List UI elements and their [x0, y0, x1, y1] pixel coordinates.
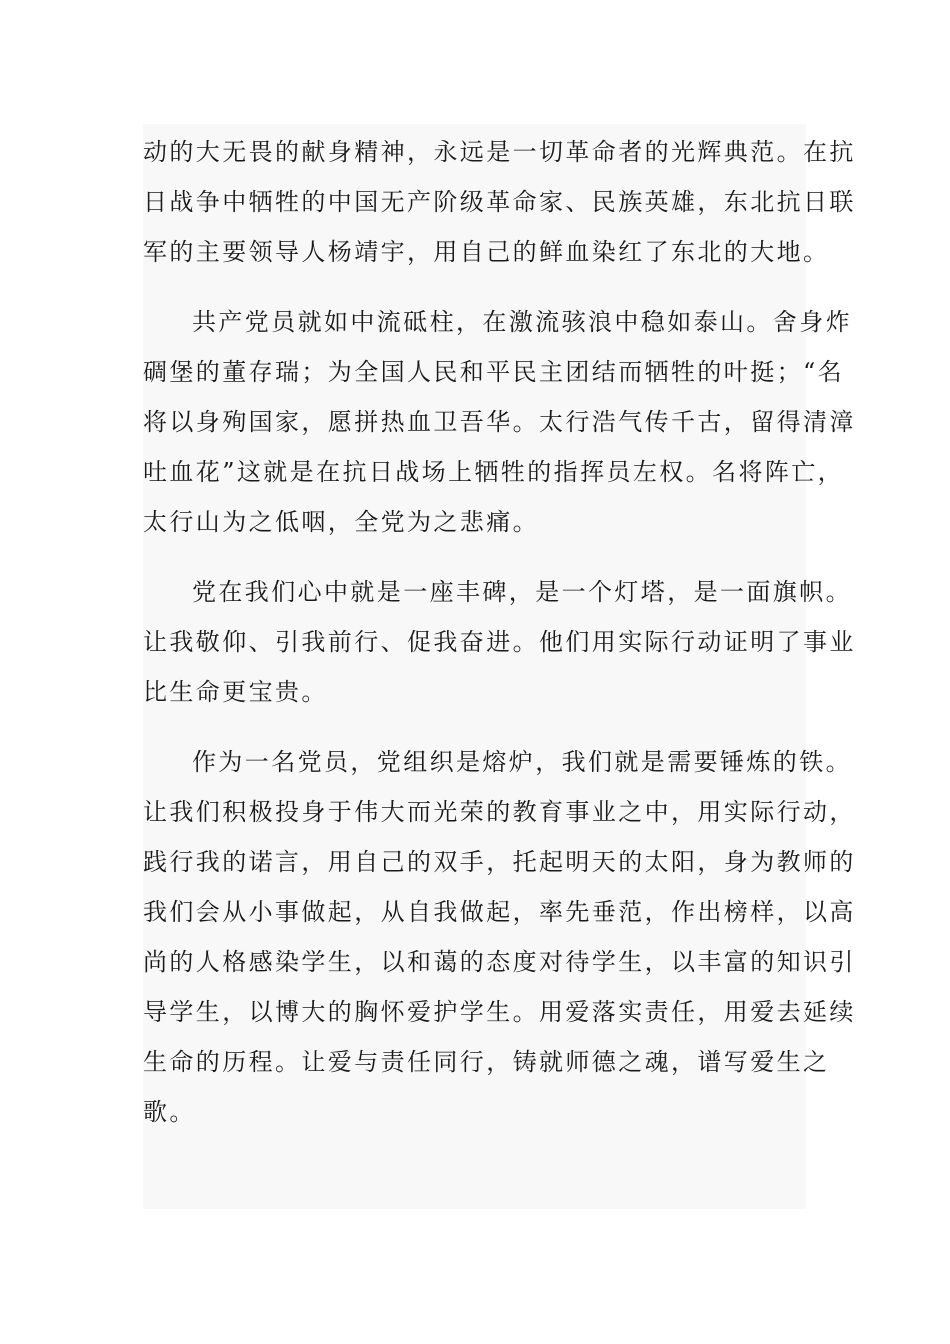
paragraph-line: 日战争中牺牲的中国无产阶级革命家、民族英雄，东北抗日联 — [143, 188, 856, 216]
document-page — [143, 124, 856, 1209]
paragraph-3 — [143, 567, 856, 717]
paragraph-line: 党在我们心中就是一座丰碑，是一个灯塔，是一面旗帜。 — [192, 578, 852, 606]
paragraph-line: 动的大无畏的献身精神，永远是一切革命者的光辉典范。在抗 — [143, 138, 856, 166]
paragraph-line: 作为一名党员，党组织是熔炉，我们就是需要锤炼的铁。 — [192, 748, 852, 776]
paragraph-line: 让我敬仰、引我前行、促我奋进。他们用实际行动证明了事业 — [143, 628, 856, 656]
paragraph-2 — [143, 297, 856, 547]
paragraph-line: 尚的人格感染学生，以和蔼的态度对待学生，以丰富的知识引 — [143, 948, 856, 976]
paragraph-line: 歌。 — [143, 1098, 196, 1126]
paragraph-line: 军的主要领导人杨靖宇，用自己的鲜血染红了东北的大地。 — [143, 238, 830, 266]
paragraph-line: 导学生，以博大的胸怀爱护学生。用爱落实责任，用爱去延续 — [143, 998, 856, 1026]
paragraph-4 — [143, 737, 856, 1137]
paragraph-line: 让我们积极投身于伟大而光荣的教育事业之中，用实际行动， — [143, 798, 856, 826]
paragraph-line: 践行我的诺言，用自己的双手，托起明天的太阳，身为教师的 — [143, 848, 856, 876]
paragraph-1 — [143, 127, 856, 277]
paragraph-line: 我们会从小事做起，从自我做起，率先垂范，作出榜样，以高 — [143, 898, 856, 926]
paragraph-line: 比生命更宝贵。 — [143, 678, 328, 706]
paragraph-line: 将以身殉国家，愿拼热血卫吾华。太行浩气传千古，留得清漳 — [143, 408, 856, 436]
paragraph-line: 生命的历程。让爱与责任同行，铸就师德之魂，谱写爱生之 — [143, 1048, 830, 1076]
paragraph-line: 共产党员就如中流砥柱，在激流骇浪中稳如泰山。舍身炸 — [192, 308, 852, 336]
paragraph-line: 碉堡的董存瑞；为全国人民和平民主团结而牺牲的叶挺；“名 — [143, 358, 845, 386]
paragraph-line: 太行山为之低咽，全党为之悲痛。 — [143, 508, 539, 536]
paragraph-line: 吐血花”这就是在抗日战场上牺牲的指挥员左权。名将阵亡， — [143, 458, 845, 486]
